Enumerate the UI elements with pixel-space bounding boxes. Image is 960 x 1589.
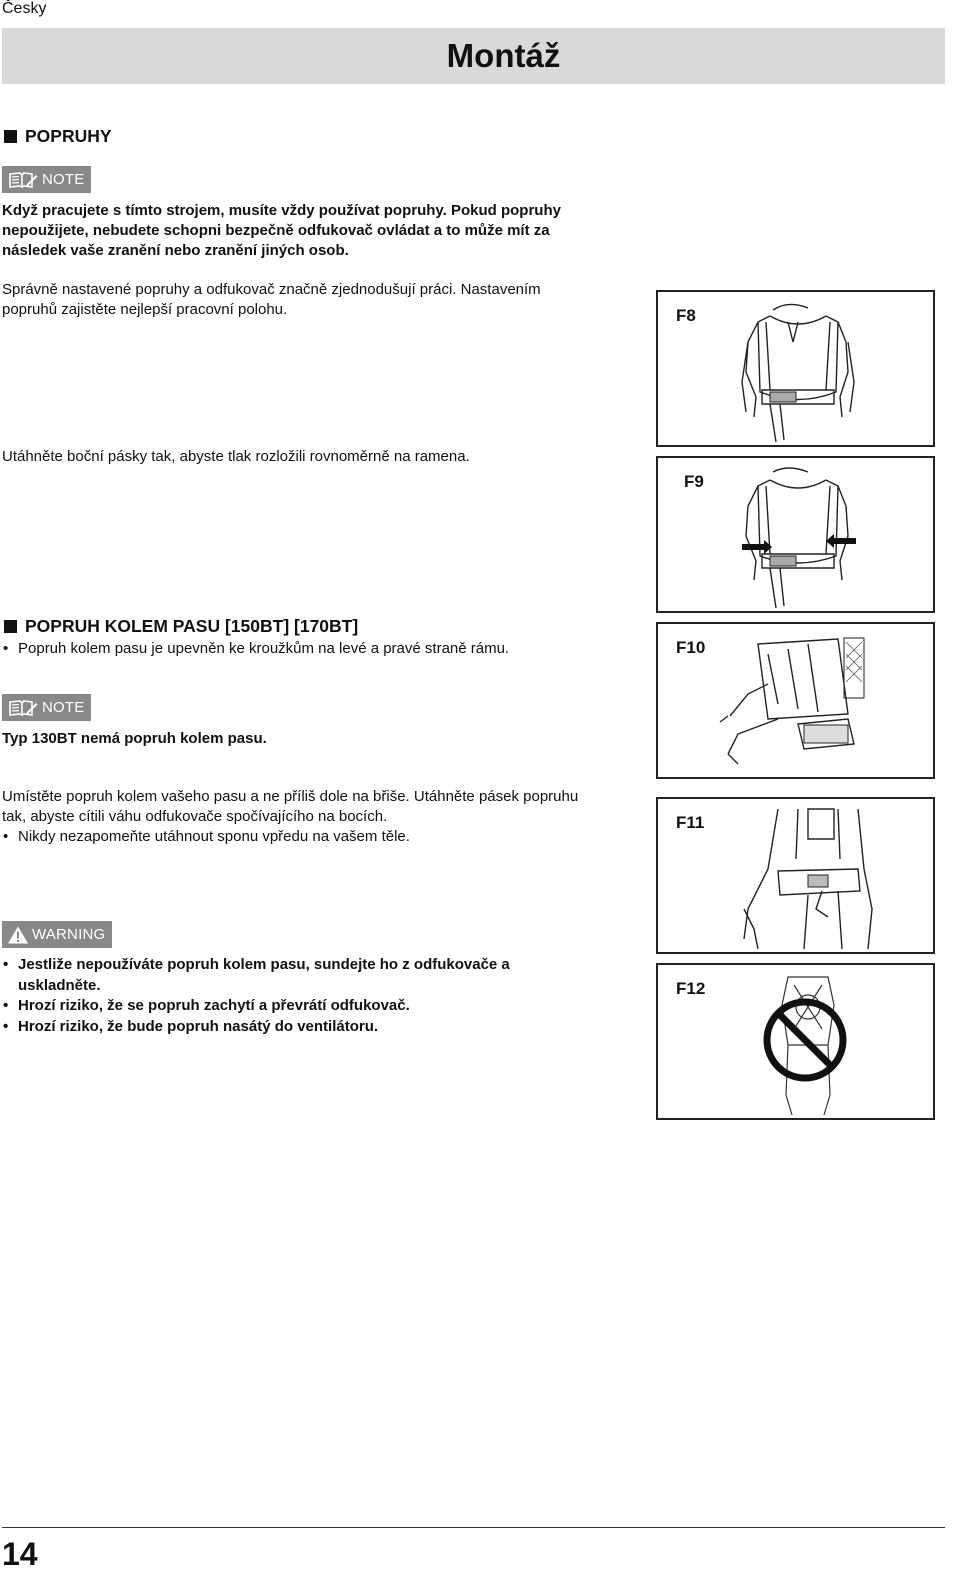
strap-person-illustration — [658, 292, 937, 449]
list-item: • Hrozí riziko, že bude popruh nasátý do ventilátoru. — [2, 1017, 622, 1038]
square-bullet-icon — [4, 620, 17, 633]
book-pencil-icon — [8, 699, 38, 717]
section-heading-straps — [4, 126, 112, 147]
list-item — [2, 955, 622, 996]
footer-divider — [2, 1527, 945, 1528]
list-item: • Nikdy nezapomeňte utáhnout sponu vpředu na vašem těle. — [2, 827, 622, 848]
paragraph-line: tak, abyste cítili váhu odfukovače spočívajícího na bocích. — [2, 808, 388, 825]
figure-f10 — [656, 622, 935, 779]
list-item-line: • Jestliže nepoužíváte popruh kolem pasu, sundejte ho z odfukovače a — [18, 956, 510, 973]
figure-f9 — [656, 456, 935, 613]
note-text-line: následek vaše zranění nebo zranění jiných osob. — [2, 242, 349, 259]
paragraph-side-straps: Utáhněte boční pásky tak, abyste tlak rozložili rovnoměrně na ramena. — [2, 448, 470, 465]
paragraph-line: Umístěte popruh kolem vašeho pasu a ne příliš dole na břiše. Utáhněte pásek popruhu — [2, 788, 579, 805]
paragraph-waist-placement — [2, 787, 622, 827]
figure-label: F10 — [676, 638, 706, 657]
warning-triangle-icon — [7, 925, 29, 945]
title-bar — [2, 28, 945, 84]
figure-label: F9 — [684, 472, 704, 491]
paragraph-straps-adjust — [2, 280, 622, 320]
figure-f8 — [656, 290, 935, 447]
bullet-list-waist-2 — [2, 827, 622, 848]
figure-label: F11 — [676, 813, 705, 832]
book-pencil-icon — [8, 171, 38, 189]
figure-label: F8 — [676, 306, 696, 325]
waist-strap-frame-illustration — [658, 624, 937, 781]
side-strap-tighten-illustration — [658, 458, 937, 615]
paragraph-line: Správně nastavené popruhy a odfukovač značně zjednodušují práci. Nastavením — [2, 281, 541, 298]
square-bullet-icon — [4, 130, 17, 143]
note-label-1: NOTE — [42, 171, 85, 188]
note-badge-2 — [2, 694, 91, 721]
paragraph-line: popruhů zajistěte nejlepší pracovní polohu. — [2, 301, 288, 318]
list-item: • Popruh kolem pasu je upevněn ke kroužkům na levé a pravé straně rámu. — [2, 639, 622, 660]
note-label-2: NOTE — [42, 699, 85, 716]
list-item: • Hrozí riziko, že se popruh zachytí a převrátí odfukovač. — [2, 996, 622, 1017]
figure-f11 — [656, 797, 935, 954]
note-badge-1 — [2, 166, 91, 193]
note-text-straps — [2, 201, 622, 261]
waist-strap-worn-illustration — [658, 799, 937, 956]
note-text-waist: Typ 130BT nemá popruh kolem pasu. — [2, 730, 267, 747]
warning-label: WARNING — [32, 926, 106, 943]
language-label: Česky — [2, 0, 47, 17]
figure-label: F12 — [676, 979, 706, 998]
section-heading-waist — [4, 616, 358, 637]
list-item-line: uskladněte. — [18, 976, 101, 994]
page-number: 14 — [2, 1536, 38, 1572]
section-heading-straps-text: POPRUHY — [25, 126, 112, 146]
note-text-line: nepoužijete, nebudete schopni bezpečně odfukovač ovládat a to může mít za — [2, 222, 550, 239]
figure-f12 — [656, 963, 935, 1120]
bullet-list-waist-1 — [2, 639, 622, 660]
section-heading-waist-text: POPRUH KOLEM PASU [150BT] [170BT] — [25, 616, 359, 636]
page-title: Montáž — [446, 37, 561, 74]
warning-badge — [2, 921, 112, 948]
note-text-line: Když pracujete s tímto strojem, musíte vždy používat popruhy. Pokud popruhy — [2, 202, 561, 219]
warning-list — [2, 955, 622, 1037]
prohibited-illustration — [658, 965, 937, 1122]
